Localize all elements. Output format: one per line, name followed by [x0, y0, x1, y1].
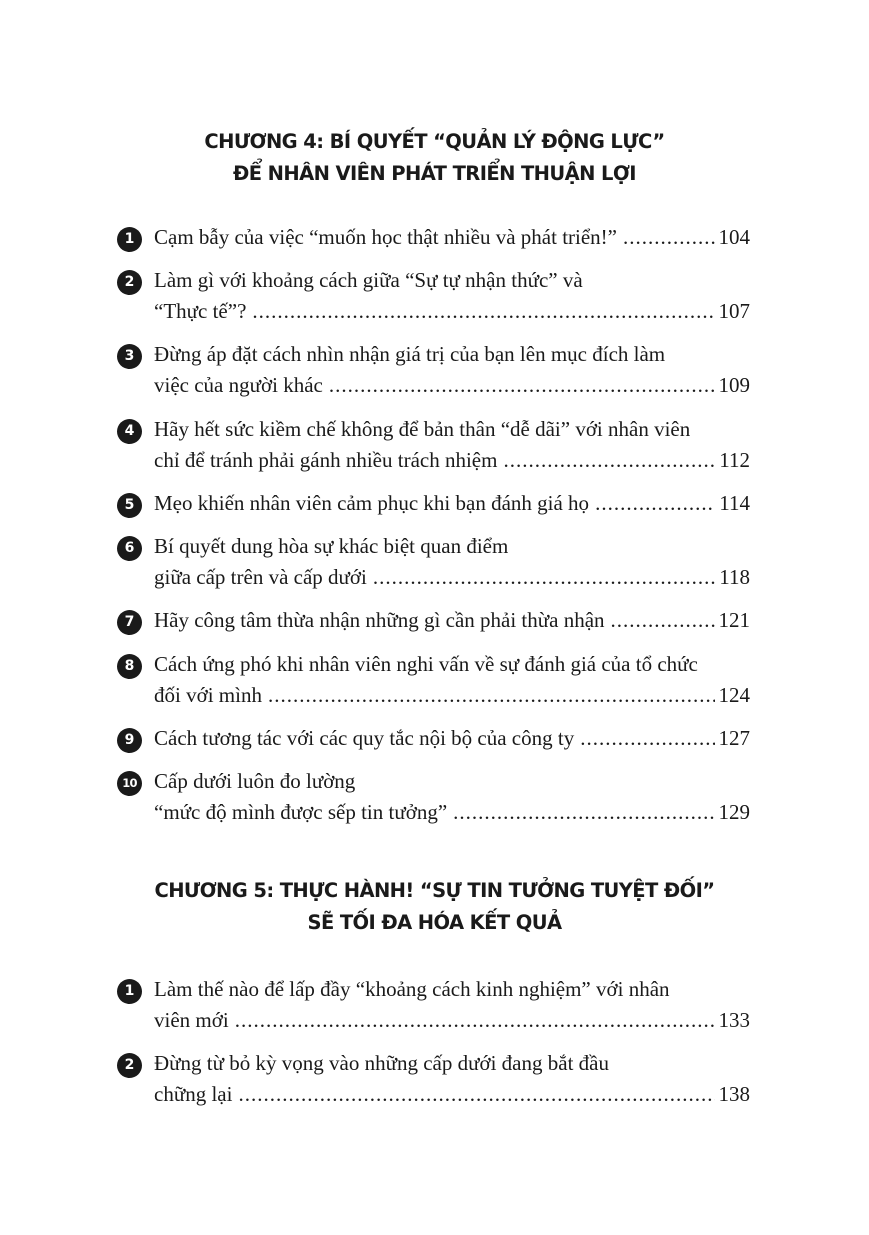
toc-entry[interactable] — [117, 488, 750, 519]
dot-leader — [235, 1005, 715, 1036]
entry-title: Hãy hết sức kiềm chế không để bản thân “dễ dãi” với nhân viên — [154, 417, 691, 441]
toc-entry[interactable] — [117, 766, 750, 828]
dot-leader — [453, 797, 714, 828]
toc-entry[interactable] — [117, 605, 750, 636]
page-number: 109 — [718, 373, 750, 397]
entry-title: Cách tương tác với các quy tắc nội bộ của công ty — [154, 726, 575, 750]
chapter-title-line: SẼ TỐI ĐA HÓA KẾT QUẢ — [307, 911, 562, 934]
entry-title: Hãy công tâm thừa nhận những gì cần phải thừa nhận — [154, 608, 605, 632]
page-number: 112 — [719, 448, 750, 472]
entry-title: viên mới — [154, 1008, 229, 1032]
chapter-title-line: CHƯƠNG 4: BÍ QUYẾT “QUẢN LÝ ĐỘNG LỰC” — [204, 130, 665, 153]
toc-entry[interactable] — [117, 531, 750, 593]
number-badge: 1 — [117, 979, 142, 1004]
page-number: 107 — [718, 299, 750, 323]
number-badge: 3 — [117, 344, 142, 369]
dot-leader — [238, 1079, 714, 1110]
entry-title: giữa cấp trên và cấp dưới — [154, 565, 367, 589]
toc-entry[interactable] — [117, 222, 750, 253]
number-badge: 7 — [117, 610, 142, 635]
entry-title: Cạm bẫy của việc “muốn học thật nhiều và phát triển!” — [154, 225, 617, 249]
toc-entry[interactable] — [117, 414, 750, 476]
entry-title: đối với mình — [154, 683, 262, 707]
dot-leader — [373, 562, 715, 593]
number-badge: 2 — [117, 1053, 142, 1078]
entry-title: Cấp dưới luôn đo lường — [154, 769, 356, 793]
toc-entry[interactable] — [117, 1048, 750, 1110]
page-number: 133 — [718, 1008, 750, 1032]
entry-title: việc của người khác — [154, 373, 323, 397]
page-number: 104 — [718, 225, 750, 249]
toc-entry[interactable] — [117, 339, 750, 401]
number-badge: 6 — [117, 536, 142, 561]
page-number: 129 — [718, 800, 750, 824]
dot-leader — [580, 723, 714, 754]
toc-entry[interactable] — [117, 974, 750, 1036]
toc-entry[interactable] — [117, 265, 750, 327]
entry-title: chững lại — [154, 1082, 233, 1106]
dot-leader — [623, 222, 715, 253]
toc-entry[interactable] — [117, 723, 750, 754]
dot-leader — [611, 605, 715, 636]
number-badge: 4 — [117, 419, 142, 444]
toc-entry[interactable] — [117, 649, 750, 711]
entry-title: Đừng áp đặt cách nhìn nhận giá trị của bạn lên mục đích làm — [154, 342, 666, 366]
page-number: 121 — [718, 608, 750, 632]
entry-title: Làm thế nào để lấp đầy “khoảng cách kinh nghiệm” với nhân — [154, 977, 670, 1001]
page-number: 127 — [718, 726, 750, 750]
entry-title: Cách ứng phó khi nhân viên nghi vấn về sự đánh giá của tổ chức — [154, 652, 698, 676]
entry-title: Làm gì với khoảng cách giữa “Sự tự nhận thức” và — [154, 268, 583, 292]
number-badge: 9 — [117, 728, 142, 753]
page-number: 138 — [718, 1082, 750, 1106]
entry-title: chỉ để tránh phải gánh nhiều trách nhiệm — [154, 448, 498, 472]
chapter-5-title — [0, 875, 869, 939]
page-number: 124 — [718, 683, 750, 707]
entry-title: “Thực tế”? — [154, 299, 247, 323]
dot-leader — [503, 445, 715, 476]
chapter-4-title — [0, 126, 869, 190]
chapter-title-line: ĐỂ NHÂN VIÊN PHÁT TRIỂN THUẬN LỢI — [233, 162, 636, 185]
number-badge: 2 — [117, 270, 142, 295]
entry-title: Mẹo khiến nhân viên cảm phục khi bạn đánh giá họ — [154, 491, 590, 515]
dot-leader — [329, 370, 715, 401]
number-badge: 10 — [117, 771, 142, 796]
entry-title: “mức độ mình được sếp tin tưởng” — [154, 800, 448, 824]
number-badge: 8 — [117, 654, 142, 679]
chapter-title-line: CHƯƠNG 5: THỰC HÀNH! “SỰ TIN TƯỞNG TUYỆT ĐỐI” — [154, 879, 715, 902]
entry-title: Bí quyết dung hòa sự khác biệt quan điểm — [154, 534, 509, 558]
dot-leader — [595, 488, 715, 519]
number-badge: 5 — [117, 493, 142, 518]
dot-leader — [268, 680, 715, 711]
entry-title: Đừng từ bỏ kỳ vọng vào những cấp dưới đang bắt đầu — [154, 1051, 609, 1075]
number-badge: 1 — [117, 227, 142, 252]
page-number: 114 — [719, 491, 750, 515]
dot-leader — [252, 296, 714, 327]
page-number: 118 — [719, 565, 750, 589]
